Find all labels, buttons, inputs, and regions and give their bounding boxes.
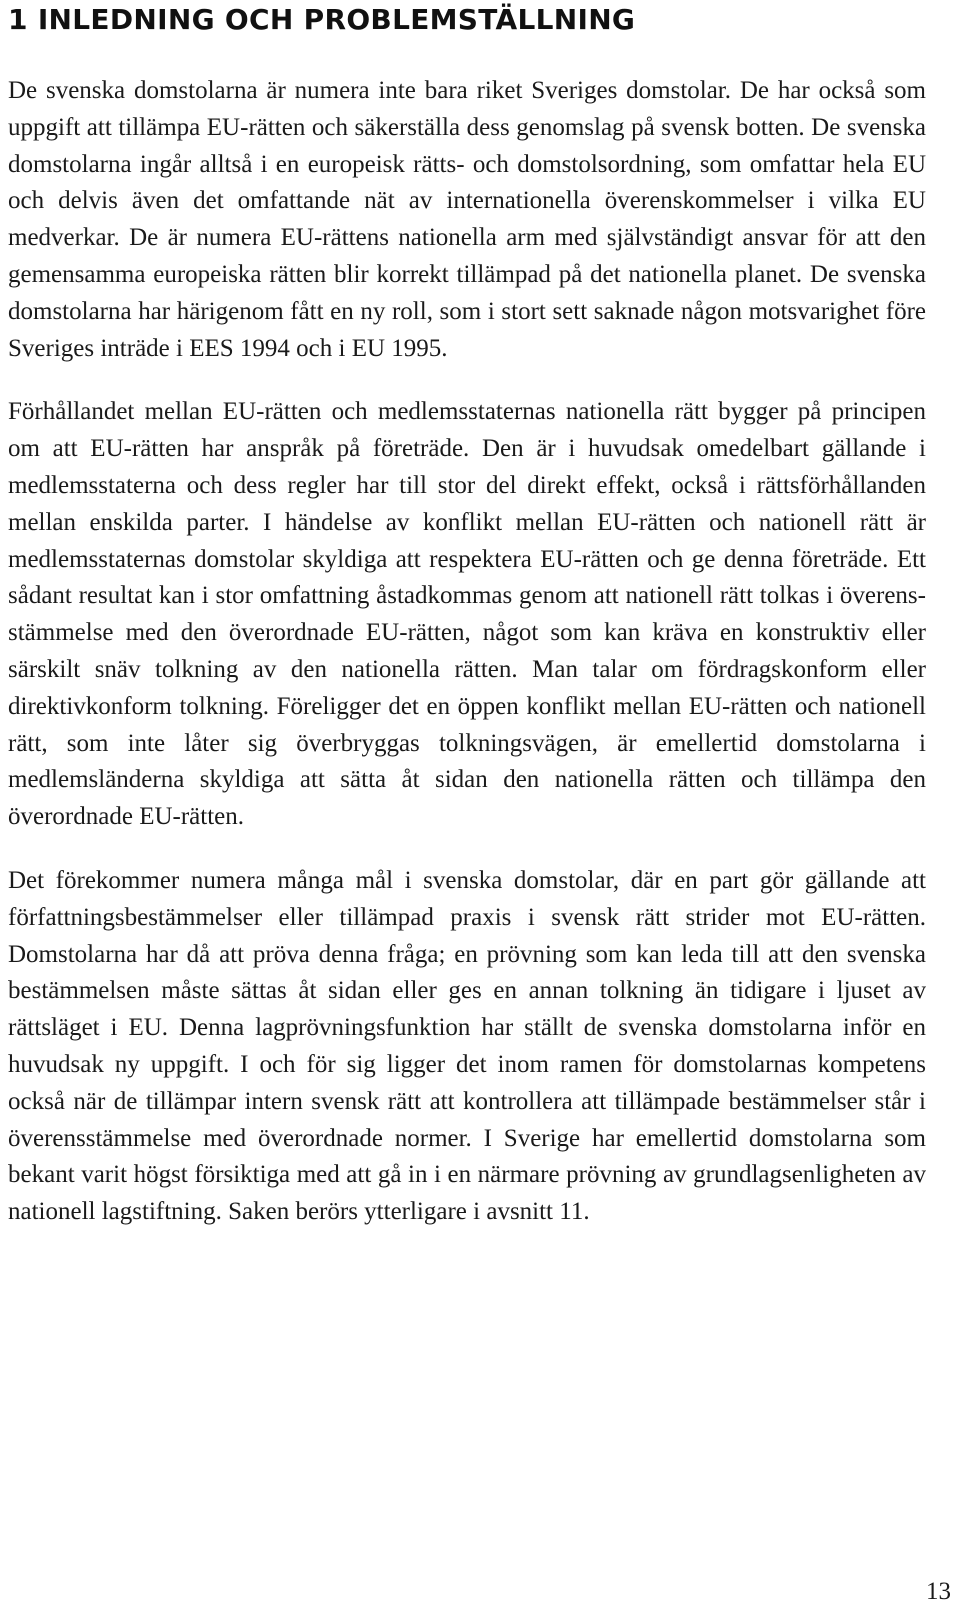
- paragraph-2: Förhållandet mellan EU-rätten och medlemsstaternas nationella rätt bygger på principen om att EU-rätten har anspråk på företräde. Den är i huvudsak omedelbart gällande i medlemsstaterna och dess regler har till stor del direkt effekt, också i rättsförhållanden mellan enskilda parter. I händelse av konflikt mellan EU-rätten och nationell rätt är medlemsstaternas domstolar skyldiga att respektera EU-rätten och ge denna företräde. Ett sådant resultat kan i stor omfattning åstadkommas genom att nationell rätt tolkas i överensstämmelse med den överordnade EU-rätten, något som kan kräva en konstruktiv eller särskilt snäv tolkning av den nationella rätten. Man talar om fördragskonform eller direktivkonform tolkning. Föreligger det en öppen konflikt mellan EU-rätten och nationell rätt, som inte låter sig överbryggas tolkningsvägen, är emellertid domstolarna i medlemsländerna skyldiga att sätta åt sidan den nationella rätten och tillämpa den överordnade EU-rätten.: [8, 398, 926, 831]
- chapter-heading: 1 INLEDNING OCH PROBLEMSTÄLLNING: [8, 3, 636, 36]
- paragraph-3: Det förekommer numera många mål i svenska domstolar, där en part gör gällande att författningsbestämmelser eller tillämpad praxis i svensk rätt strider mot EU-rätten. Domstolarna har då att pröva denna fråga; en prövning som kan leda till att den svenska bestämmelsen måste sättas åt sidan eller ges en annan tolkning än tidigare i ljuset av rättsläget i EU. Denna lagprövningsfunktion har ställt de svenska domstolarna inför en huvudsak ny uppgift. I och för sig ligger det inom ramen för domstolarnas kompetens också när de tillämpar intern svensk rätt att kontrollera att tillämpade bestämmelser står i överensstämmelse med överordnade normer. I Sverige har emellertid domstolarna som bekant varit högst försiktiga med att gå in i en närmare prövning av grundlagsenligheten av nationell lagstiftning. Saken berörs ytterligare i avsnitt 11.: [8, 866, 926, 1226]
- paragraph-1: De svenska domstolarna är numera inte bara riket Sveriges domstolar. De har också som uppgift att tillämpa EU-rätten och säkerställa dess genomslag på svensk botten. De svenska domstolarna ingår alltså i en europeisk rätts- och domstolsordning, som omfattar hela EU och delvis även det omfattande nät av internationella överenskommelser i vilka EU medverkar. De är numera EU-rättens nationella arm med självständigt ansvar för att den gemensamma europeiska rätten blir korrekt tillämpad på det nationella planet. De svenska domstolarna har härigenom fått en ny roll, som i stort sett saknade någon motsvarighet före Sveriges inträde i EES 1994 och i EU 1995.: [8, 77, 926, 362]
- page-number: 13: [926, 1578, 951, 1605]
- body-text: [8, 73, 926, 1258]
